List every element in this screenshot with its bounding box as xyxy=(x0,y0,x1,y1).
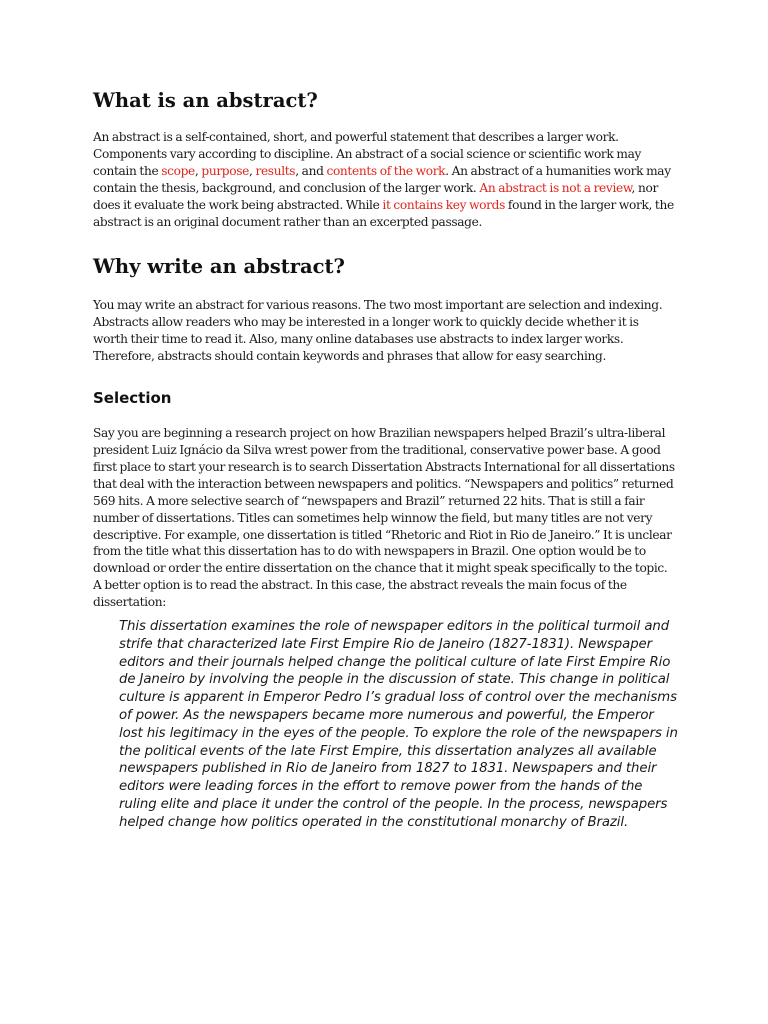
definition-text-c: , nor does it evaluate the work being abstracted. While xyxy=(93,180,658,212)
definition-text-d: found in the larger work, the abstract is an original document rather than an excerpted passage. xyxy=(93,197,674,229)
abstract-definition-paragraph xyxy=(93,129,675,230)
selection-paragraph: Say you are beginning a research project on how Brazilian newspapers helped Brazil’s ultra-liberal president Luiz Ignácio da Silva wrest power from the traditional, conservative power base. A good first place to start your research is to search Dissertation Abstracts International for all dissertations that deal with the interaction between newspapers and politics. “Newspapers and politics” returned 569 hits. A more selective search of “newspapers and Brazil” returned 22 hits. That is still a fair number of dissertations. Titles can sometimes help winnow the field, but many titles are not very descriptive. For example, one dissertation is titled “Rhetoric and Riot in Rio de Janeiro.” It is unclear from the title what this dissertation has to do with newspapers in Brazil. One option would be to download or order the entire dissertation on the chance that it might speak specifically to the topic. A better option is to read the abstract. In this case, the abstract reveals the main focus of the dissertation: xyxy=(93,426,675,610)
highlight-not-review: An abstract is not a review xyxy=(479,180,632,195)
highlight-results: results xyxy=(255,163,296,178)
why-write-paragraph: You may write an abstract for various reasons. The two most important are selection and indexing. Abstracts allow readers who may be interested in a longer work to quickly decide whether it is worth their time to read it. Also, many online databases use abstracts to index larger works. Therefore, abstracts should contain keywords and phrases that allow for easy searching. xyxy=(93,298,663,364)
definition-comma-2: , xyxy=(249,163,256,178)
document-page xyxy=(93,88,678,832)
definition-and: , and xyxy=(295,163,327,178)
definition-text-b: . An abstract of a humanities work may contain the thesis, background, and conclusion of the larger work. xyxy=(93,163,671,195)
definition-text-a: An abstract is a self-contained, short, and powerful statement that describes a larger work. Components vary according to discipline. An abstract of a social science or scientific work may contain the xyxy=(93,130,642,178)
heading-selection: Selection xyxy=(93,389,172,408)
highlight-keywords: it contains key words xyxy=(382,197,505,212)
heading-why-write-abstract: Why write an abstract? xyxy=(93,255,345,279)
definition-comma-1: , xyxy=(194,163,202,178)
highlight-purpose: purpose xyxy=(201,163,250,178)
highlight-scope: scope xyxy=(161,163,195,178)
abstract-example-quote: This dissertation examines the role of newspaper editors in the political turmoil and strife that characterized late First Empire Rio de Janeiro (1827-1831). Newspaper editors and their journals helped change the political culture of late First Empire Rio de Janeiro by involving the people in the discussion of state. This change in political culture is apparent in Emperor Pedro I’s gradual loss of control over the mechanisms of power. As the newspapers became more numerous and powerful, the Emperor lost his legitimacy in the eyes of the people. To explore the role of the newspapers in the political events of the late First Empire, this dissertation analyzes all available newspapers published in Rio de Janeiro from 1827 to 1831. Newspapers and their editors were leading forces in the effort to remove power from the hands of the ruling elite and place it under the control of the people. In the process, newspapers helped change how politics operated in the constitutional monarchy of Brazil. xyxy=(119,619,678,830)
heading-what-is-abstract: What is an abstract? xyxy=(93,89,318,112)
highlight-contents: contents of the work xyxy=(326,163,446,178)
